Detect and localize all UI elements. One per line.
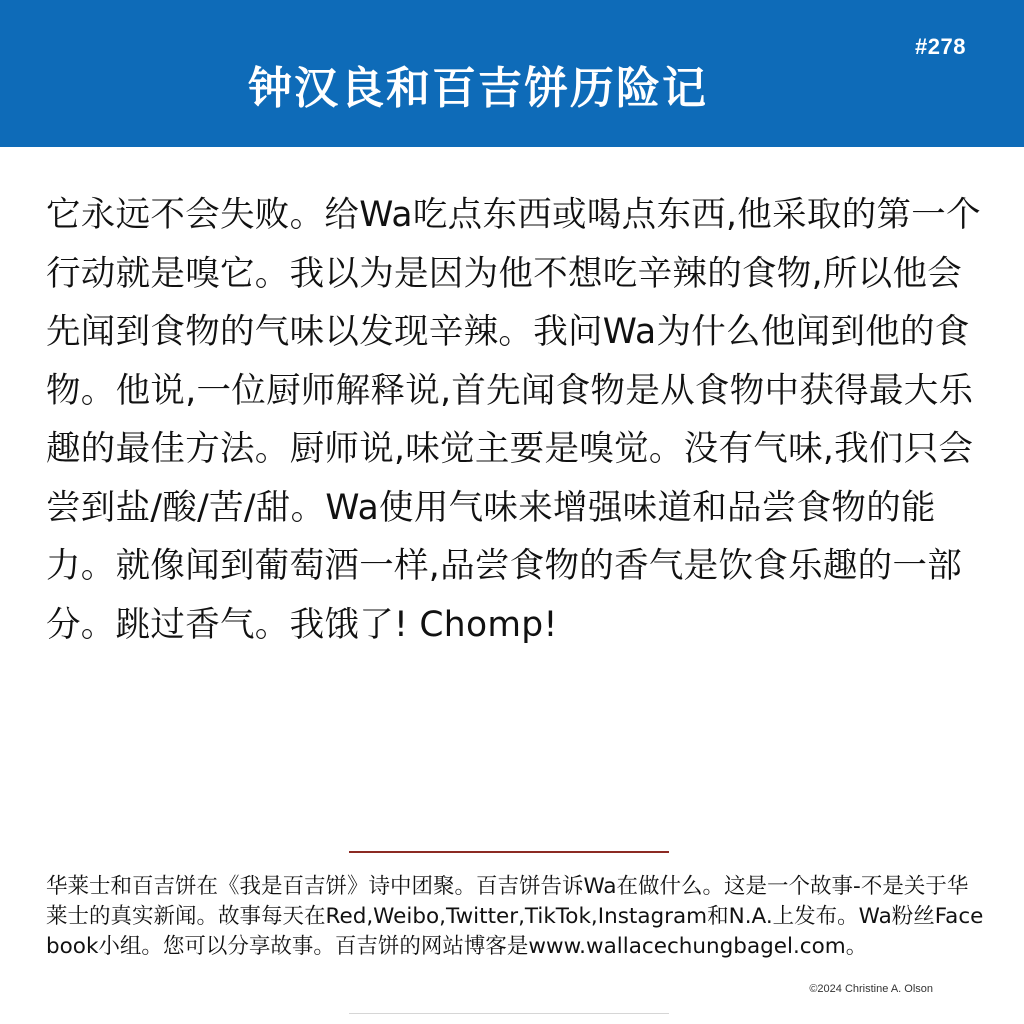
header-banner xyxy=(0,0,1024,147)
issue-number: #278 xyxy=(915,34,966,59)
bottom-divider xyxy=(349,1013,669,1014)
footer-description: 华莱士和百吉饼在《我是百吉饼》诗中团聚。百吉饼告诉Wa在做什么。这是一个故事-不是关于华莱士的真实新闻。故事每天在Red,Weibo,Twitter,TikTok,Instagram和N.A.上发布。Wa粉丝Facebook小组。您可以分享故事。百吉饼的网站博客是www.wallacechungbagel.com。 xyxy=(46,874,984,959)
story-text: 它永远不会失败。给Wa吃点东西或喝点东西,他采取的第一个行动就是嗅它。我以为是因为他不想吃辛辣的食物,所以他会先闻到食物的气味以发现辛辣。我问Wa为什么他闻到他的食物。他说,一位厨师解释说,首先闻食物是从食物中获得最大乐趣的最佳方法。厨师说,味觉主要是嗅觉。没有气味,我们只会尝到盐/酸/苦/甜。Wa使用气味来增强味道和品尝食物的能力。就像闻到葡萄酒一样,品尝食物的香气是饮食乐趣的一部分。跳过香气。我饿了! Chomp! xyxy=(46,195,981,645)
footer-divider xyxy=(349,851,669,853)
page-title: 钟汉良和百吉饼历险记 xyxy=(248,63,708,114)
copyright-notice: ©2024 Christine A. Olson xyxy=(809,983,933,995)
